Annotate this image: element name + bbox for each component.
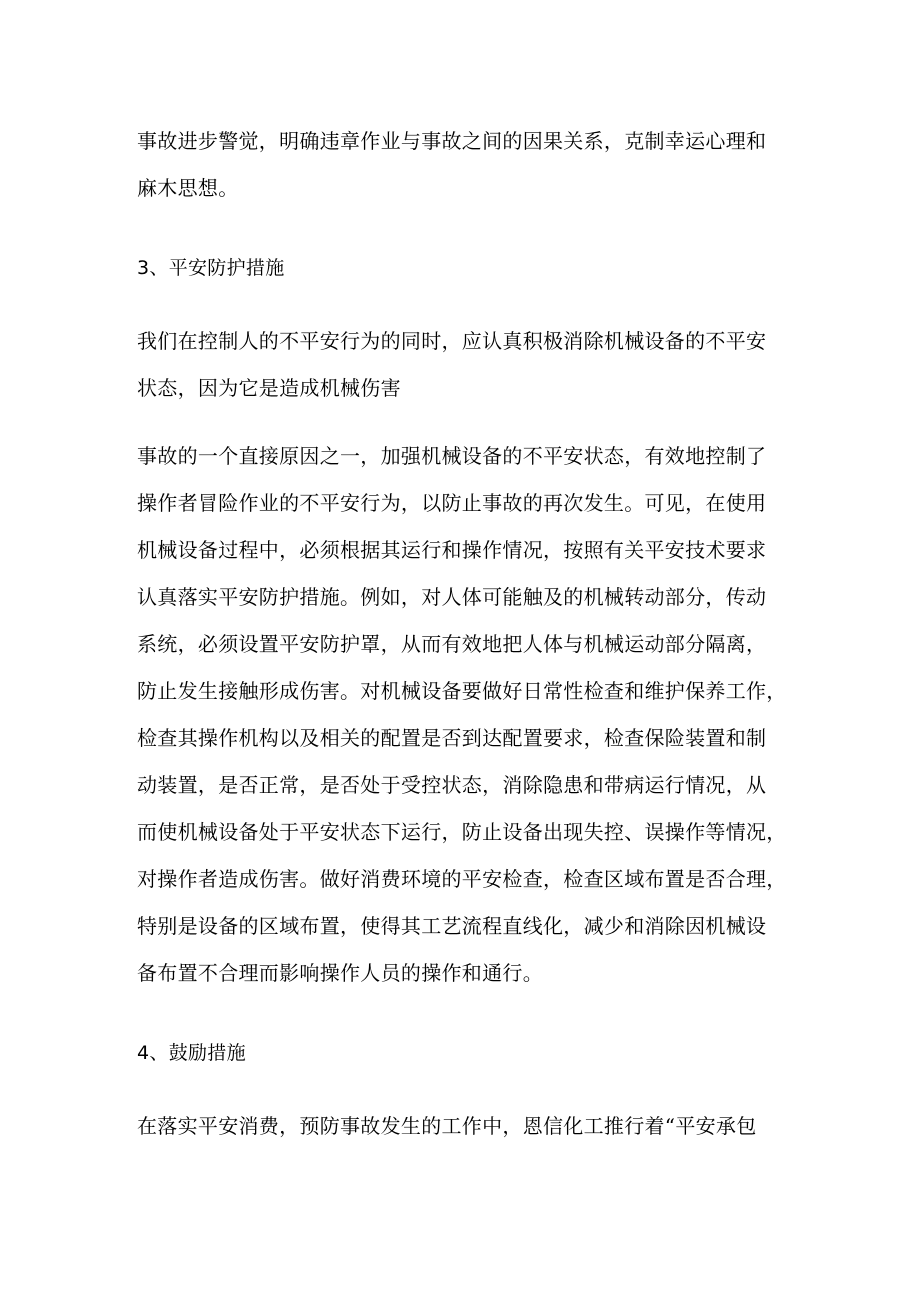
paragraph-line: 系统，必须设置平安防护罩，从而有效地把人体与机械运动部分隔离， — [137, 632, 767, 656]
section-heading-3: 3、平安防护措施 — [137, 257, 285, 279]
paragraph-line: 事故进步警觉，明确违章作业与事故之间的因果关系，克制幸运心理和 — [137, 129, 767, 153]
paragraph-line: 对操作者造成伤害。做好消费环境的平安检查，检查区域布置是否合理， — [137, 867, 787, 891]
paragraph-line: 防止发生接触形成伤害。对机械设备要做好日常性检查和维护保养工作， — [137, 679, 787, 703]
paragraph-line: 机械设备过程中，必须根据其运行和操作情况，按照有关平安技术要求 — [137, 538, 767, 562]
paragraph-line: 事故的一个直接原因之一，加强机械设备的不平安状态，有效地控制了 — [137, 444, 767, 468]
paragraph-line: 检查其操作机构以及相关的配置是否到达配置要求，检查保险装置和制 — [137, 726, 767, 750]
paragraph-line: 认真落实平安防护措施。例如，对人体可能触及的机械转动部分，传动 — [137, 585, 767, 609]
paragraph-line: 操作者冒险作业的不平安行为，以防止事故的再次发生。可见，在使用 — [137, 491, 767, 515]
paragraph-line: 在落实平安消费，预防事故发生的工作中，恩信化工推行着“平安承包 — [137, 1114, 757, 1138]
section-heading-4: 4、鼓励措施 — [137, 1042, 246, 1064]
paragraph-line: 麻木思想。 — [137, 176, 239, 200]
paragraph-line: 状态，因为它是造成机械伤害 — [137, 376, 401, 400]
paragraph-line: 特别是设备的区域布置，使得其工艺流程直线化，减少和消除因机械设 — [137, 914, 767, 938]
paragraph-line: 备布置不合理而影响操作人员的操作和通行。 — [137, 961, 543, 985]
paragraph-line: 动装置，是否正常，是否处于受控状态，消除隐患和带病运行情况，从 — [137, 773, 767, 797]
paragraph-line: 我们在控制人的不平安行为的同时，应认真积极消除机械设备的不平安 — [137, 329, 767, 353]
paragraph-line: 而使机械设备处于平安状态下运行，防止设备出现失控、误操作等情况， — [137, 820, 787, 844]
